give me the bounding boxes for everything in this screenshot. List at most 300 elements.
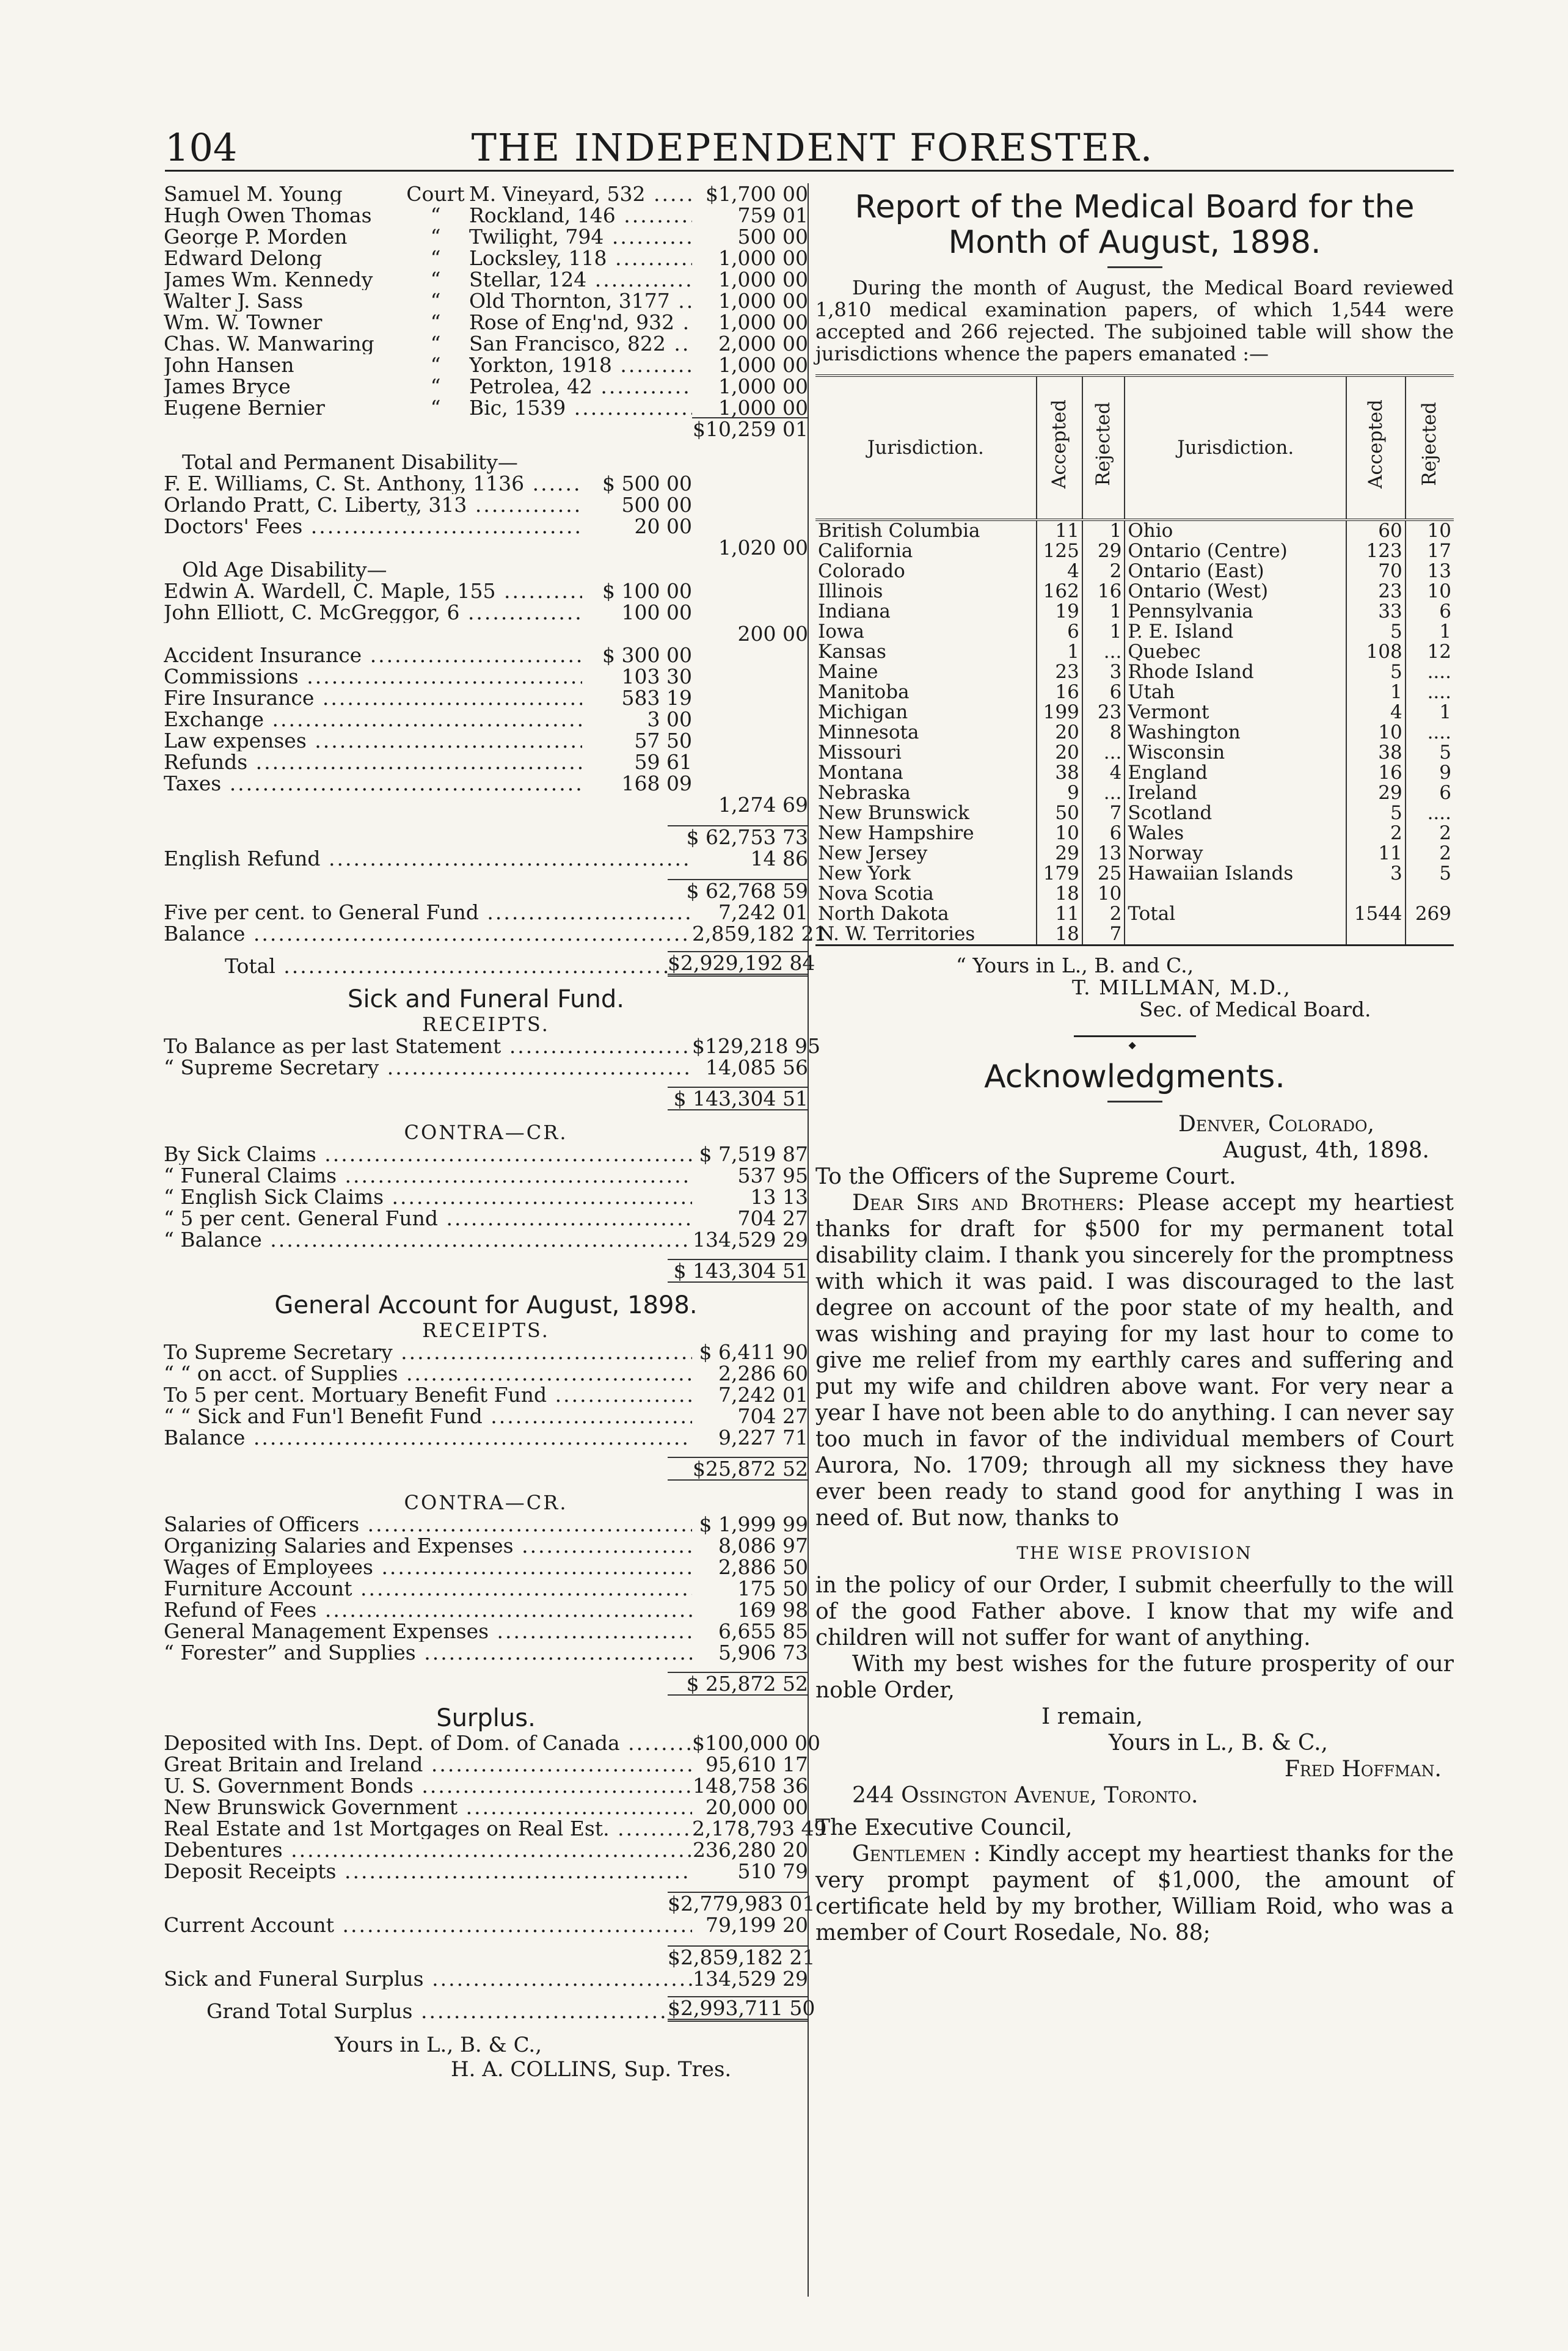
current-account-label: Current Account .....	[164, 1914, 692, 1936]
ledger-label: Exchange .....	[164, 709, 582, 730]
sick-receipts-label: RECEIPTS.	[422, 1013, 550, 1036]
general-receipts-list	[164, 1341, 808, 1448]
surplus-title: Surplus.	[436, 1704, 536, 1732]
death-claim-row	[164, 226, 808, 247]
accepted-count: 10	[1037, 823, 1082, 844]
old-age-total-row	[164, 623, 808, 644]
ledger-label: Taxes .....	[164, 773, 582, 794]
sick-receipts-total: $ 143,304 51	[668, 1087, 808, 1110]
jurisdiction-row	[815, 864, 1454, 884]
rejected-header-right	[1406, 376, 1454, 520]
surplus-subtotal-2: $2,859,182 21	[668, 1945, 815, 1969]
expenses-list	[164, 644, 808, 794]
accepted-count: 108	[1346, 642, 1406, 662]
ledger-label: F. E. Williams, C. St. Anthony, 1136 .....	[164, 473, 582, 494]
court-name: San Francisco, 822 .....	[469, 333, 692, 354]
sick-contra-total: $ 143,304 51	[668, 1259, 808, 1283]
subtotal-2: $ 62,768 59	[668, 879, 808, 902]
claimant-name: Eugene Bernier	[164, 397, 325, 418]
rejected-count: 12	[1406, 642, 1454, 662]
accepted-count: 199	[1037, 702, 1082, 723]
death-claim-row	[164, 290, 808, 312]
accepted-count: 60	[1346, 520, 1406, 541]
court-name: Twilight, 794 .....	[469, 226, 692, 247]
ledger-amount: $ 500 00	[602, 472, 692, 495]
jurisdiction-header-right: Jurisdiction.	[1125, 376, 1346, 520]
treasurer-signer: H. A. COLLINS, Sup. Tres.	[451, 2057, 732, 2082]
ledger-amount: 7,242 01	[718, 1383, 808, 1407]
ledger-label: Orlando Pratt, C. Liberty, 313 .....	[164, 494, 582, 516]
wise-provision-subhead: THE WISE PROVISION	[1016, 1543, 1253, 1563]
accepted-count: 29	[1037, 844, 1082, 864]
ledger-label: “ Funeral Claims .....	[164, 1165, 692, 1186]
letter1-recipient: To the Officers of the Supreme Court.	[815, 1164, 1236, 1189]
death-claim-row	[164, 397, 808, 418]
letter1-body: Please accept my heartiest thanks for draft for $500 for my permanent total disability claim. I thank you sincerely for the promptness with which it was paid. I was discouraged to the last degree on account of the poor state of my health, and was wishing and praying for my last hour to come to give me relief from my earthly cares and suffering and put my wife and children above want. For very near a year I have not been able to do anything. I can never say too much in favor of the individual members of Court Aurora, No. 1709; through all my sickness they have ever been ready to stand good for anything I was in need of. But now, thanks to	[815, 1190, 1454, 1531]
jurisdiction-name: Minnesota	[818, 723, 919, 743]
rejected-count: 1	[1406, 702, 1454, 723]
rejected-count: 4	[1082, 763, 1125, 783]
death-claims-list	[164, 183, 808, 418]
rejected-count: 10	[1406, 520, 1454, 541]
sick-surplus-row	[164, 1968, 808, 1989]
ledger-row	[164, 1384, 808, 1405]
letter1-body3: With my best wishes for the future prosperity of our noble Order,	[815, 1652, 1454, 1703]
ledger-label: “ 5 per cent. General Fund .....	[164, 1208, 692, 1229]
jurisdiction-table	[815, 374, 1454, 946]
letter1-paragraph	[815, 1190, 1454, 1531]
ledger-amount: $100,000 00	[692, 1731, 820, 1755]
ledger-row	[164, 580, 808, 602]
accepted-count: 18	[1037, 924, 1082, 946]
death-total: $10,259 01	[693, 417, 808, 441]
jurisdiction-name: Wisconsin	[1125, 743, 1346, 763]
jurisdiction-row	[815, 702, 1454, 723]
rejected-header-right-text: Rejected	[1418, 402, 1441, 486]
accepted-count: 19	[1037, 602, 1082, 622]
jurisdiction-name: Montana	[818, 763, 903, 783]
ledger-amount: 13 13	[750, 1185, 808, 1209]
ledger-label: U. S. Government Bonds .....	[164, 1775, 692, 1796]
ledger-row	[164, 473, 808, 494]
surplus-list	[164, 1731, 827, 1883]
subtotal-1-row	[164, 826, 808, 848]
ledger-label: Accident Insurance .....	[164, 644, 582, 666]
ledger-amount: $ 1,999 99	[699, 1512, 808, 1536]
page-number: 104	[165, 125, 238, 170]
acknowledgments-title: Acknowledgments.	[984, 1059, 1285, 1095]
ledger-label: Commissions .....	[164, 666, 582, 687]
ledger-label: Real Estate and 1st Mortgages on Real Est. .....	[164, 1818, 692, 1839]
general-receipts-total-row	[164, 1459, 808, 1481]
claim-amount: 1,000 00	[718, 310, 808, 334]
ledger-row	[164, 1165, 808, 1186]
ornament-icon: ◆	[1128, 1039, 1136, 1051]
letter1-date: August, 4th, 1898.	[1223, 1138, 1429, 1163]
claimant-name: Chas. W. Manwaring	[164, 333, 374, 354]
ledger-label: “ “ Sick and Fun'l Benefit Fund .....	[164, 1405, 692, 1427]
ledger-amount: 148,758 36	[693, 1774, 808, 1798]
jurisdiction-row	[815, 520, 1454, 541]
jurisdiction-row	[815, 743, 1454, 763]
balance-row	[164, 922, 827, 946]
accepted-header-left	[1037, 376, 1082, 520]
jurisdiction-name: Manitoba	[818, 682, 910, 702]
claimant-name: Walter J. Sass	[164, 290, 304, 312]
accepted-count: 10	[1346, 723, 1406, 743]
ledger-amount: 583 19	[621, 686, 692, 710]
general-contra-total-row	[164, 1674, 808, 1696]
ledger-label: To Supreme Secretary .....	[164, 1341, 692, 1363]
jurisdiction-name: Ontario (West)	[1125, 581, 1346, 602]
claim-amount: 1,000 00	[718, 246, 808, 270]
ledger-row	[164, 1839, 808, 1861]
total-amount: $2,929,192 84	[668, 951, 808, 977]
court-name: Rockland, 146 .....	[469, 205, 692, 226]
letter1-remain: I remain,	[1041, 1704, 1143, 1729]
sick-contra-list	[164, 1143, 808, 1250]
rejected-count: 25	[1082, 864, 1125, 884]
rejected-count: 10	[1406, 581, 1454, 602]
claim-amount: 1,000 00	[718, 374, 808, 398]
accepted-header-right	[1346, 376, 1406, 520]
jurisdiction-name: Kansas	[818, 642, 886, 662]
ledger-row	[164, 751, 808, 773]
jurisdiction-name: New Jersey	[818, 844, 928, 864]
ledger-amount: 9,227 71	[718, 1426, 808, 1449]
ledger-amount: 20 00	[634, 514, 692, 538]
accepted-count	[1346, 924, 1406, 946]
ledger-row	[164, 1556, 808, 1578]
rejected-count: ....	[1406, 662, 1454, 682]
ledger-row	[164, 1143, 808, 1165]
ack-title-rule	[1107, 1101, 1162, 1103]
ledger-amount: 95,610 17	[706, 1752, 808, 1776]
right-column	[815, 183, 1454, 1946]
ledger-amount: 704 27	[737, 1206, 808, 1230]
rejected-count: 2	[1406, 844, 1454, 864]
accepted-count: 38	[1346, 743, 1406, 763]
rejected-count: ....	[1406, 723, 1454, 743]
total-row	[164, 951, 815, 977]
ledger-row	[164, 1405, 808, 1427]
rejected-count: 10	[1082, 884, 1125, 904]
ditto-mark: “	[430, 396, 441, 420]
accepted-count: 38	[1037, 763, 1082, 783]
surplus-subtotal-row	[164, 1892, 815, 1915]
ledger-amount: 704 27	[737, 1404, 808, 1428]
ledger-label: Wages of Employees .....	[164, 1556, 692, 1578]
jurisdiction-row	[815, 622, 1454, 642]
accepted-count: 16	[1037, 682, 1082, 702]
rejected-count: 9	[1406, 763, 1454, 783]
medical-report-intro: During the month of August, the Medical Board reviewed 1,810 medical examination papers, of which 1,544 were accepted and 266 rejected. The subjoined table will show the jurisdictions whence the papers emanated :—	[815, 276, 1454, 365]
disability-total: 1,020 00	[718, 536, 808, 560]
ledger-row	[164, 1341, 808, 1363]
ledger-row	[164, 666, 808, 687]
rejected-count: 6	[1406, 783, 1454, 803]
general-receipts-total: $25,872 52	[668, 1457, 808, 1481]
accepted-count: 179	[1037, 864, 1082, 884]
ledger-row	[164, 1796, 808, 1818]
rejected-count: 5	[1406, 864, 1454, 884]
ditto-mark: “	[430, 353, 441, 377]
surplus-subtotal-2-row	[164, 1945, 815, 1969]
ledger-amount: 20,000 00	[706, 1795, 808, 1819]
sick-fund-title: Sick and Funeral Fund.	[348, 985, 624, 1013]
ledger-label: General Management Expenses .....	[164, 1620, 692, 1642]
claim-amount: 500 00	[737, 225, 808, 249]
jurisdiction-row	[815, 763, 1454, 783]
accepted-count: 18	[1037, 884, 1082, 904]
jurisdiction-name: Missouri	[818, 743, 902, 763]
ledger-row	[164, 644, 808, 666]
rejected-count: ....	[1406, 803, 1454, 823]
general-contra-list	[164, 1514, 808, 1663]
ditto-mark: “	[430, 203, 441, 227]
ledger-amount: 6,655 85	[718, 1619, 808, 1643]
ditto-mark: “	[430, 374, 441, 398]
accepted-count: 3	[1346, 864, 1406, 884]
ledger-amount: 59 61	[634, 750, 692, 774]
ledger-label: To Balance as per last Statement .....	[164, 1035, 692, 1057]
old-age-heading: Old Age Disability—	[182, 558, 387, 581]
jurisdiction-row	[815, 803, 1454, 823]
rejected-count: 7	[1082, 924, 1125, 946]
court-column-label: Court	[406, 182, 465, 206]
ledger-amount: $ 300 00	[602, 643, 692, 667]
total-label: Total .....	[225, 955, 668, 977]
accepted-count: 70	[1346, 561, 1406, 581]
accepted-count: 9	[1037, 783, 1082, 803]
accepted-count: 1544	[1346, 904, 1406, 924]
ledger-label: Deposit Receipts .....	[164, 1861, 692, 1882]
rejected-count: 6	[1082, 682, 1125, 702]
current-account-amount: 79,199 20	[706, 1913, 808, 1937]
accepted-count: 11	[1037, 904, 1082, 924]
accepted-count: 50	[1037, 803, 1082, 823]
ledger-row	[164, 1775, 808, 1796]
jurisdiction-name: New Brunswick	[818, 803, 969, 823]
jurisdiction-row	[815, 602, 1454, 622]
death-claim-row	[164, 183, 808, 205]
accepted-count: 2	[1346, 823, 1406, 844]
grand-total-label: Grand Total Surplus .....	[206, 2000, 668, 2022]
rejected-count: 2	[1082, 904, 1125, 924]
ledger-row	[164, 1578, 808, 1599]
ledger-amount: $ 100 00	[602, 579, 692, 603]
ledger-amount: 510 79	[737, 1859, 808, 1883]
jurisdiction-name: Ohio	[1125, 520, 1346, 541]
jurisdiction-name: Wales	[1125, 823, 1346, 844]
jurisdiction-name: Indiana	[818, 602, 891, 622]
ledger-label: To 5 per cent. Mortuary Benefit Fund .....	[164, 1384, 692, 1405]
ledger-label: John Elliott, C. McGreggor, 6 .....	[164, 602, 582, 623]
ledger-row	[164, 730, 808, 751]
ledger-amount: $129,218 95	[692, 1034, 820, 1058]
rejected-count: 2	[1082, 561, 1125, 581]
rejected-count: 16	[1082, 581, 1125, 602]
jurisdiction-name: Michigan	[818, 702, 908, 723]
ledger-row	[164, 1731, 820, 1755]
jurisdiction-row	[815, 581, 1454, 602]
letter2-paragraph	[815, 1841, 1454, 1946]
death-claim-row	[164, 247, 808, 269]
sick-receipts-list	[164, 1034, 820, 1079]
ledger-row	[164, 1427, 808, 1448]
accepted-count: 162	[1037, 581, 1082, 602]
jurisdiction-name: Rhode Island	[1125, 662, 1346, 682]
ledger-amount: $ 6,411 90	[699, 1340, 808, 1364]
jurisdiction-name: Total	[1125, 904, 1346, 924]
accepted-count: 5	[1346, 622, 1406, 642]
ledger-row	[164, 1186, 808, 1208]
ledger-label: Balance .....	[164, 1427, 692, 1448]
disability-list	[164, 473, 808, 537]
jurisdiction-name: Illinois	[818, 581, 883, 602]
accepted-count: 29	[1346, 783, 1406, 803]
death-claim-row	[164, 312, 808, 333]
sick-contra-total-row	[164, 1261, 808, 1283]
accepted-count: 4	[1346, 702, 1406, 723]
general-account-title: General Account for August, 1898.	[274, 1291, 698, 1319]
ledger-amount: 537 95	[737, 1164, 808, 1187]
rejected-header-left	[1082, 376, 1125, 520]
current-account-row	[164, 1914, 808, 1936]
ledger-row	[164, 1514, 808, 1535]
jurisdiction-row	[815, 541, 1454, 561]
jurisdiction-name: Ontario (Centre)	[1125, 541, 1346, 561]
expenses-total-row	[164, 794, 808, 815]
ledger-amount: 500 00	[621, 493, 692, 517]
ledger-label: Salaries of Officers .....	[164, 1514, 692, 1535]
letter1-place: Denver, Colorado,	[1178, 1112, 1374, 1137]
running-head: THE INDEPENDENT FORESTER.	[471, 125, 1154, 170]
jurisdiction-row	[815, 823, 1454, 844]
letter1-signer: Fred Hoffman.	[1284, 1757, 1442, 1782]
ledger-row	[164, 1599, 808, 1620]
jurisdiction-name: England	[1125, 763, 1346, 783]
rejected-count: 269	[1406, 904, 1454, 924]
title-rule	[1107, 266, 1162, 268]
jurisdiction-name: Hawaiian Islands	[1125, 864, 1346, 884]
ledger-label: Furniture Account .....	[164, 1578, 692, 1599]
ledger-row	[164, 1057, 808, 1078]
jurisdiction-table-header	[815, 376, 1454, 520]
surplus-subtotal: $2,779,983 01	[668, 1892, 815, 1915]
accepted-count: 23	[1037, 662, 1082, 682]
ledger-label: “ “ on acct. of Supplies .....	[164, 1363, 692, 1384]
accepted-count: 23	[1346, 581, 1406, 602]
claim-amount: 759 01	[737, 203, 808, 227]
letter2-body: Kindly accept my heartiest thanks for the very prompt payment of $1,000, the amount of certificate held by my brother, William Roid, who was a member of Court Rosedale, No. 88;	[815, 1842, 1454, 1945]
rejected-count: 8	[1082, 723, 1125, 743]
ledger-label: “ Supreme Secretary .....	[164, 1057, 692, 1078]
rejected-count: 13	[1406, 561, 1454, 581]
jurisdiction-name: New Hampshire	[818, 823, 974, 844]
death-claim-row	[164, 269, 808, 290]
jurisdiction-row	[815, 642, 1454, 662]
jurisdiction-name: Nova Scotia	[818, 884, 934, 904]
death-claim-row	[164, 333, 808, 354]
rejected-count: 13	[1082, 844, 1125, 864]
disability-total-row	[164, 537, 808, 558]
jurisdiction-name: Norway	[1125, 844, 1346, 864]
ledger-label: “ Balance .....	[164, 1229, 692, 1250]
ledger-row	[164, 1754, 808, 1775]
ledger-label: Edwin A. Wardell, C. Maple, 155 .....	[164, 580, 582, 602]
jurisdiction-name: N. W. Territories	[815, 924, 1037, 946]
rejected-count: ...	[1082, 743, 1125, 763]
five-pct-amount: 7,242 01	[718, 900, 808, 924]
column-divider	[808, 183, 809, 2297]
jurisdiction-name: Colorado	[818, 561, 905, 581]
jurisdiction-row	[815, 723, 1454, 743]
ledger-amount: 103 30	[621, 665, 692, 688]
ledger-row	[164, 494, 808, 516]
ledger-row	[164, 773, 808, 794]
jurisdiction-row	[815, 844, 1454, 864]
old-age-list	[164, 580, 808, 623]
ditto-mark: “	[430, 268, 441, 291]
ledger-label: Refunds .....	[164, 751, 582, 773]
five-pct-label: Five per cent. to General Fund .....	[164, 902, 692, 923]
ledger-amount: 100 00	[621, 600, 692, 624]
ledger-label: New Brunswick Government .....	[164, 1796, 692, 1818]
jurisdiction-name	[1125, 924, 1346, 946]
accepted-count: 20	[1037, 723, 1082, 743]
english-refund-amount: 14 86	[750, 847, 808, 870]
claim-amount: 2,000 00	[718, 332, 808, 355]
rejected-count: 1	[1082, 602, 1125, 622]
court-name: Locksley, 118 .....	[469, 247, 692, 269]
rejected-count: 17	[1406, 541, 1454, 561]
accepted-header-right-text: Accepted	[1364, 399, 1387, 489]
ledger-amount: 3 00	[647, 707, 692, 731]
death-claim-row	[164, 354, 808, 376]
accepted-count	[1346, 884, 1406, 904]
treasurer-signoff: Yours in L., B. & C.,	[335, 2033, 542, 2057]
rejected-count: 1	[1406, 622, 1454, 642]
ledger-row	[164, 1620, 808, 1642]
ledger-amount: $ 7,519 87	[699, 1142, 808, 1166]
balance-amount: 2,859,182 21	[692, 922, 827, 946]
english-refund-row	[164, 848, 808, 869]
ledger-amount: 175 50	[737, 1576, 808, 1600]
jurisdiction-name: Vermont	[1125, 702, 1346, 723]
medical-report-title: Report of the Medical Board for the Month of August, 1898.	[855, 189, 1415, 261]
english-refund-label: English Refund .....	[164, 848, 692, 869]
ledger-amount: 8,086 97	[718, 1534, 808, 1558]
jurisdiction-name: Maine	[818, 662, 878, 682]
claimant-name: James Wm. Kennedy	[164, 269, 373, 290]
jurisdiction-row	[815, 662, 1454, 682]
ditto-mark: “	[430, 225, 441, 249]
grand-total-amount: $2,993,711 50	[668, 1996, 808, 2022]
ledger-label: Deposited with Ins. Dept. of Dom. of Canada .....	[164, 1732, 692, 1754]
accepted-count: 123	[1346, 541, 1406, 561]
jurisdiction-name: Utah	[1125, 682, 1346, 702]
ditto-mark: “	[430, 310, 441, 334]
accepted-count: 1	[1346, 682, 1406, 702]
ledger-amount: 2,286 60	[718, 1361, 808, 1385]
ledger-label: Great Britain and Ireland .....	[164, 1754, 692, 1775]
court-name: Stellar, 124 .....	[469, 269, 692, 290]
old-age-total: 200 00	[737, 622, 808, 646]
claimant-name: Edward Delong	[164, 247, 323, 269]
jurisdiction-row	[815, 884, 1454, 904]
ditto-mark: “	[430, 289, 441, 313]
